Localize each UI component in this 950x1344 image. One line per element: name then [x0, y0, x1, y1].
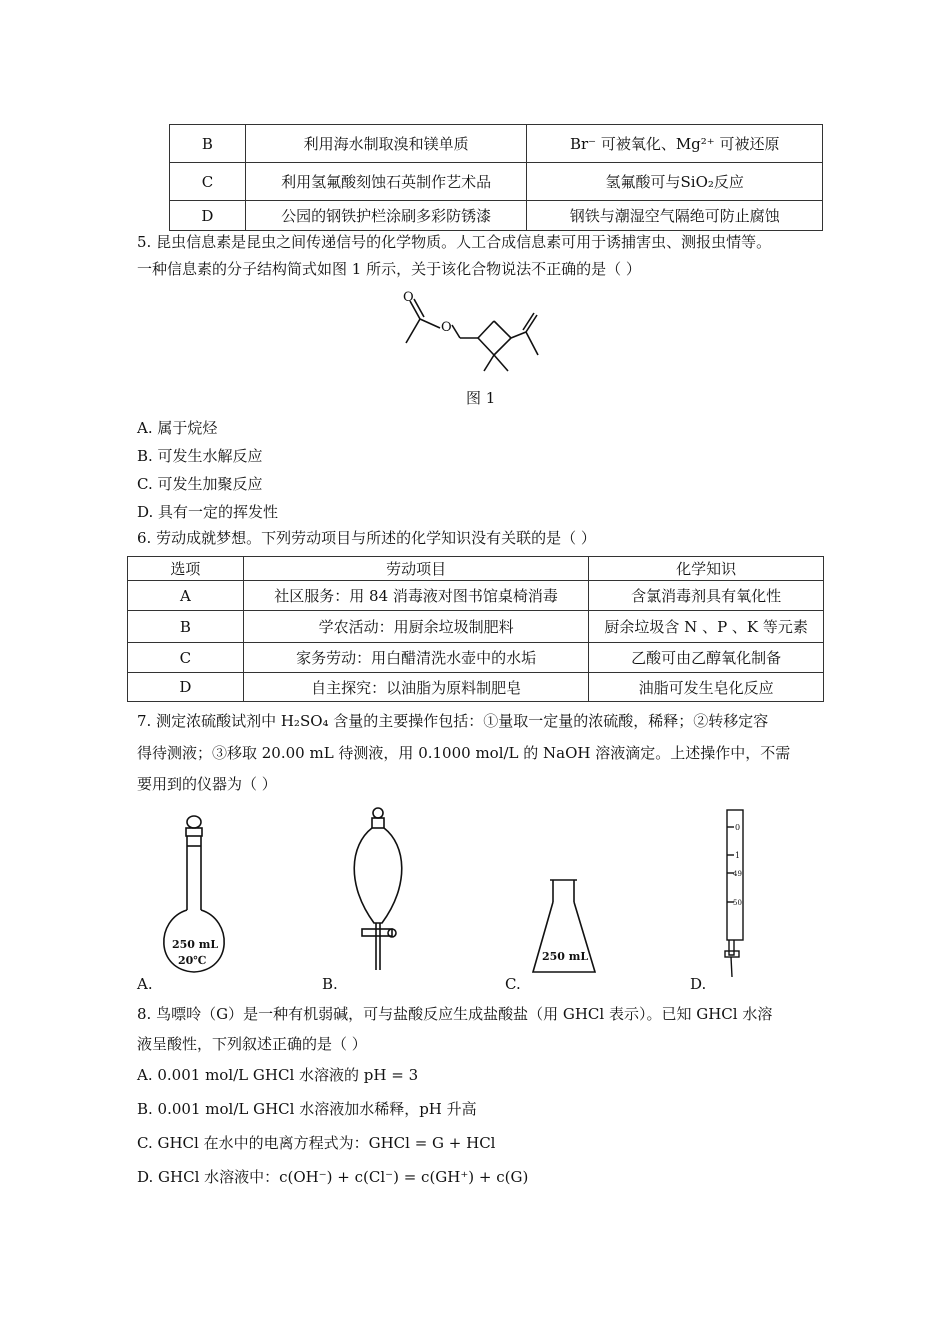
header-knowledge: 化学知识 — [589, 557, 824, 581]
q7-option-a-label: A. — [137, 975, 153, 993]
table-row — [128, 643, 824, 673]
burette-mark-0: 0 — [735, 823, 741, 832]
knowledge-cell: 含氯消毒剂具有氧化性 — [589, 581, 824, 611]
volumetric-flask-figure — [150, 810, 250, 980]
q8-stem-line1: 8. 鸟嘌呤（G）是一种有机弱碱，可与盐酸反应生成盐酸盐（用 GHCl 表示）。已知 GHCl 水溶 — [137, 1005, 773, 1023]
erlenmeyer-flask-figure — [525, 870, 615, 985]
table-row — [128, 581, 824, 611]
flask-temperature-label: 20℃ — [178, 954, 207, 967]
q7-option-c-label: C. — [505, 975, 521, 993]
flask-volume-label: 250 mL — [172, 938, 219, 951]
burette-figure — [710, 805, 760, 985]
option-cell: D — [128, 673, 244, 702]
project-cell: 利用海水制取溴和镁单质 — [245, 125, 527, 163]
header-project: 劳动项目 — [243, 557, 589, 581]
burette-mark-1: 1 — [735, 851, 741, 860]
separatory-funnel-figure — [340, 805, 420, 980]
table-row — [170, 201, 823, 231]
svg-text:O: O — [441, 320, 452, 335]
knowledge-cell: 厨余垃圾含 N 、P 、K 等元素 — [589, 611, 824, 643]
burette-mark-50: 50 — [733, 899, 742, 907]
q8-stem-line2: 液呈酸性，下列叙述正确的是（ ） — [137, 1035, 367, 1053]
header-option: 选项 — [128, 557, 244, 581]
option-cell: D — [170, 201, 246, 231]
q5-stem-line2: 一种信息素的分子结构简式如图 1 所示，关于该化合物说法不正确的是（ ） — [137, 260, 641, 278]
knowledge-cell: 乙酸可由乙醇氧化制备 — [589, 643, 824, 673]
knowledge-cell: 钢铁与潮湿空气隔绝可防止腐蚀 — [527, 201, 823, 231]
q7-stem-line3: 要用到的仪器为（ ） — [137, 775, 277, 793]
option-cell: C — [170, 163, 246, 201]
q7-stem-line1: 7. 测定浓硫酸试剂中 H₂SO₄ 含量的主要操作包括：①量取一定量的浓硫酸，稀释；②转移定容 — [137, 712, 769, 730]
table-row — [170, 125, 823, 163]
q7-option-d-label: D. — [690, 975, 707, 993]
q6-stem: 6. 劳动成就梦想。下列劳动项目与所述的化学知识没有关联的是（ ） — [137, 529, 596, 547]
q5-option-b: B. 可发生水解反应 — [137, 447, 263, 465]
svg-text:O: O — [403, 290, 414, 305]
knowledge-cell: 氢氟酸可与SiO₂反应 — [527, 163, 823, 201]
q8-option-a: A. 0.001 mol/L GHCl 水溶液的 pH = 3 — [137, 1066, 419, 1084]
project-cell: 自主探究：以油脂为原料制肥皂 — [243, 673, 589, 702]
project-cell: 社区服务：用 84 消毒液对图书馆桌椅消毒 — [243, 581, 589, 611]
project-cell: 学农活动：用厨余垃圾制肥料 — [243, 611, 589, 643]
option-cell: C — [128, 643, 244, 673]
table-header-row — [128, 557, 824, 581]
q4-table — [169, 124, 823, 231]
q8-option-d: D. GHCl 水溶液中：c(OH⁻) + c(Cl⁻) = c(GH⁺) + c(G) — [137, 1168, 529, 1186]
figure-caption: 图 1 — [466, 389, 496, 407]
knowledge-cell: 油脂可发生皂化反应 — [589, 673, 824, 702]
table-row — [128, 611, 824, 643]
project-cell: 公园的钢铁护栏涂刷多彩防锈漆 — [245, 201, 527, 231]
q6-table — [127, 556, 824, 702]
q8-option-b: B. 0.001 mol/L GHCl 水溶液加水稀释，pH 升高 — [137, 1100, 477, 1118]
option-cell: A — [128, 581, 244, 611]
q7-stem-line2: 得待测液；③移取 20.00 mL 待测液，用 0.1000 mol/L 的 NaOH 溶液滴定。上述操作中，不需 — [137, 744, 791, 762]
project-cell: 家务劳动：用白醋清洗水壶中的水垢 — [243, 643, 589, 673]
q7-option-b-label: B. — [322, 975, 338, 993]
q5-option-d: D. 具有一定的挥发性 — [137, 503, 279, 521]
erlenmeyer-volume-label: 250 mL — [542, 950, 589, 963]
q8-option-c: C. GHCl 在水中的电离方程式为：GHCl = G + HCl — [137, 1134, 496, 1152]
molecule-structure-figure — [398, 285, 558, 385]
project-cell: 利用氢氟酸刻蚀石英制作艺术品 — [245, 163, 527, 201]
table-row — [128, 673, 824, 702]
table-row — [170, 163, 823, 201]
option-cell: B — [128, 611, 244, 643]
option-cell: B — [170, 125, 246, 163]
q5-stem-line1: 5. 昆虫信息素是昆虫之间传递信号的化学物质。人工合成信息素可用于诱捕害虫、测报虫情等。 — [137, 233, 772, 251]
q5-option-c: C. 可发生加聚反应 — [137, 475, 263, 493]
burette-mark-49: 49 — [733, 870, 742, 878]
knowledge-cell: Br⁻ 可被氧化、Mg²⁺ 可被还原 — [527, 125, 823, 163]
q5-option-a: A. 属于烷烃 — [137, 419, 218, 437]
